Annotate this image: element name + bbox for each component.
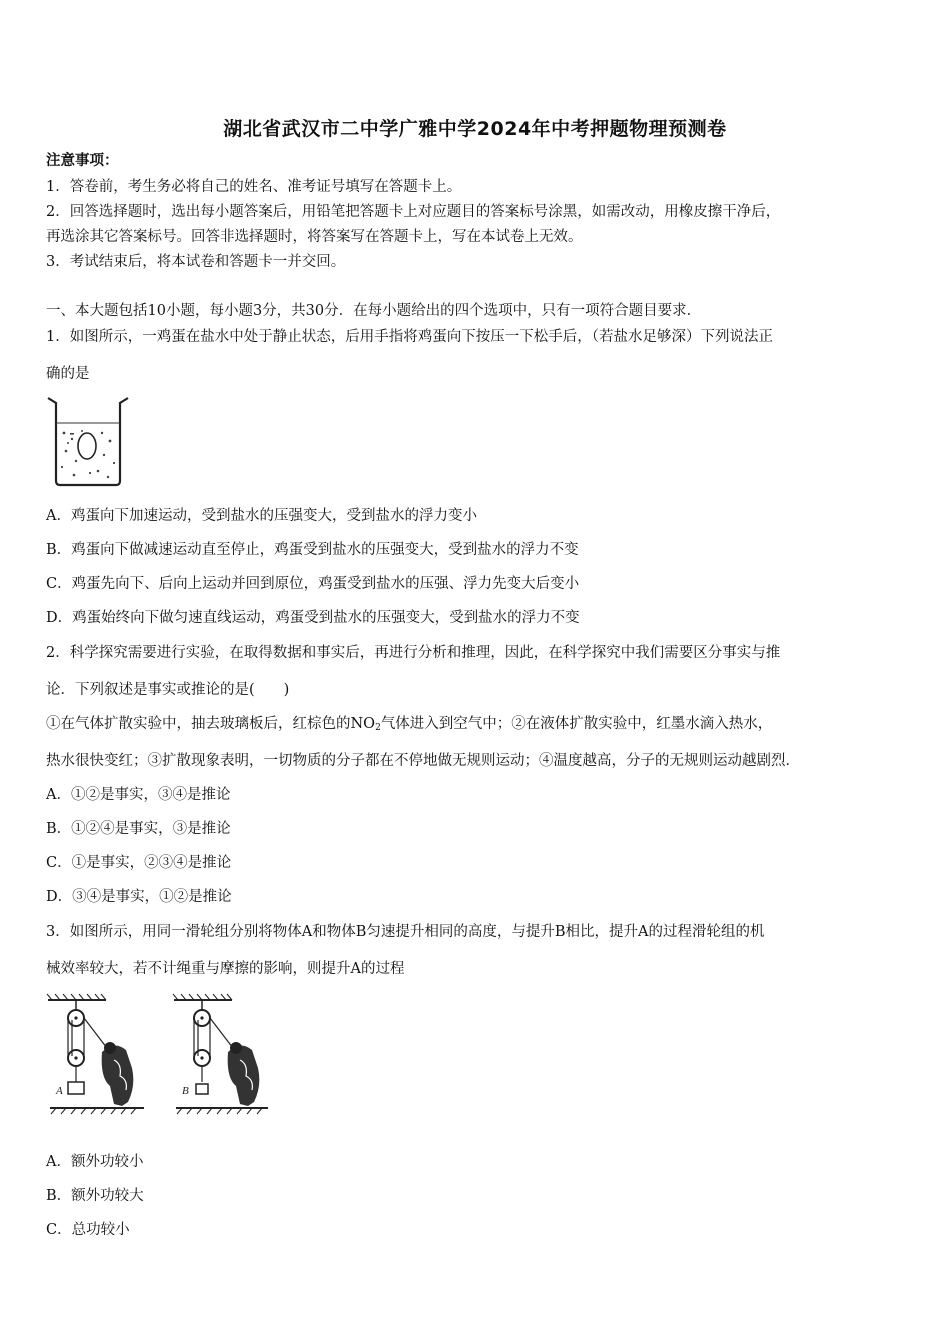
q2-option: D．③④是事实，①②是推论 [46, 889, 232, 905]
q1-option: B．鸡蛋向下做减速运动直至停止，鸡蛋受到盐水的压强变大，受到盐水的浮力不变 [46, 542, 579, 558]
q3-option: C．总功较小 [46, 1222, 130, 1238]
pulley-figure [44, 990, 272, 1120]
q2-stem: 论．下列叙述是事实或推论的是( ) [46, 682, 290, 698]
q2-option: B．①②④是事实，③是推论 [46, 821, 231, 837]
q1-stem: 确的是 [46, 366, 90, 382]
q2-statement: ①在气体扩散实验中，抽去玻璃板后，红棕色的$NO_2$气体进入到空气中；②在液体扩散实验中，红墨水滴入热水， [46, 716, 773, 733]
q1-option: C．鸡蛋先向下、后向上运动并回到原位，鸡蛋受到盐水的压强、浮力先变大后变小 [46, 576, 580, 592]
q3-option: A．额外功较小 [46, 1154, 144, 1170]
q2-stem: 2．科学探究需要进行实验，在取得数据和事实后，再进行分析和推理，因此，在科学探究中我们需要区分事实与推 [46, 645, 781, 661]
notice-heading: 注意事项： [46, 152, 119, 169]
notice-item: 2．回答选择题时，选出每小题答案后，用铅笔把答题卡上对应题目的答案标号涂黑，如需改动，用橡皮擦干净后， [46, 204, 781, 220]
q2-option: A．①②是事实，③④是推论 [46, 787, 231, 803]
svg-text:A: A [56, 1085, 63, 1097]
pulley-system-a [47, 994, 144, 1114]
q3-option: B．额外功较大 [46, 1188, 144, 1204]
q1-option: A．鸡蛋向下加速运动，受到盐水的压强变大，受到盐水的浮力变小 [46, 508, 477, 524]
q3-stem: 3．如图所示，用同一滑轮组分别将物体A和物体B匀速提升相同的高度，与提升B相比，提升A的过程滑轮组的机 [46, 924, 765, 940]
q1-stem: 1．如图所示，一鸡蛋在盐水中处于静止状态，后用手指将鸡蛋向下按压一下松手后，（若盐水足够深）下列说法正 [46, 329, 773, 345]
q3-stem: 械效率较大，若不计绳重与摩擦的影响，则提升A的过程 [46, 961, 405, 977]
svg-text:B: B [182, 1085, 189, 1097]
notice-item: 3．考试结束后，将本试卷和答题卡一并交回。 [46, 254, 346, 270]
notice-item: 再选涂其它答案标号。回答非选择题时，将答案写在答题卡上，写在本试卷上无效。 [46, 229, 583, 245]
notice-item: 1．答卷前，考生务必将自己的姓名、准考证号填写在答题卡上。 [46, 179, 462, 195]
q1-option: D．鸡蛋始终向下做匀速直线运动，鸡蛋受到盐水的压强变大，受到盐水的浮力不变 [46, 610, 580, 626]
q2-option: C．①是事实，②③④是推论 [46, 855, 232, 871]
section-heading: 一、本大题包括10小题，每小题3分，共30分．在每小题给出的四个选项中，只有一项符合题目要求． [46, 303, 702, 319]
beaker-egg-figure [46, 393, 130, 489]
page-title: 湖北省武汉市二中学广雅中学2024年中考押题物理预测卷 [223, 118, 727, 140]
pulley-system-b [173, 994, 268, 1114]
q2-statement: 热水很快变红；③扩散现象表明，一切物质的分子都在不停地做无规则运动；④温度越高，分子的无规则运动越剧烈． [46, 753, 800, 769]
